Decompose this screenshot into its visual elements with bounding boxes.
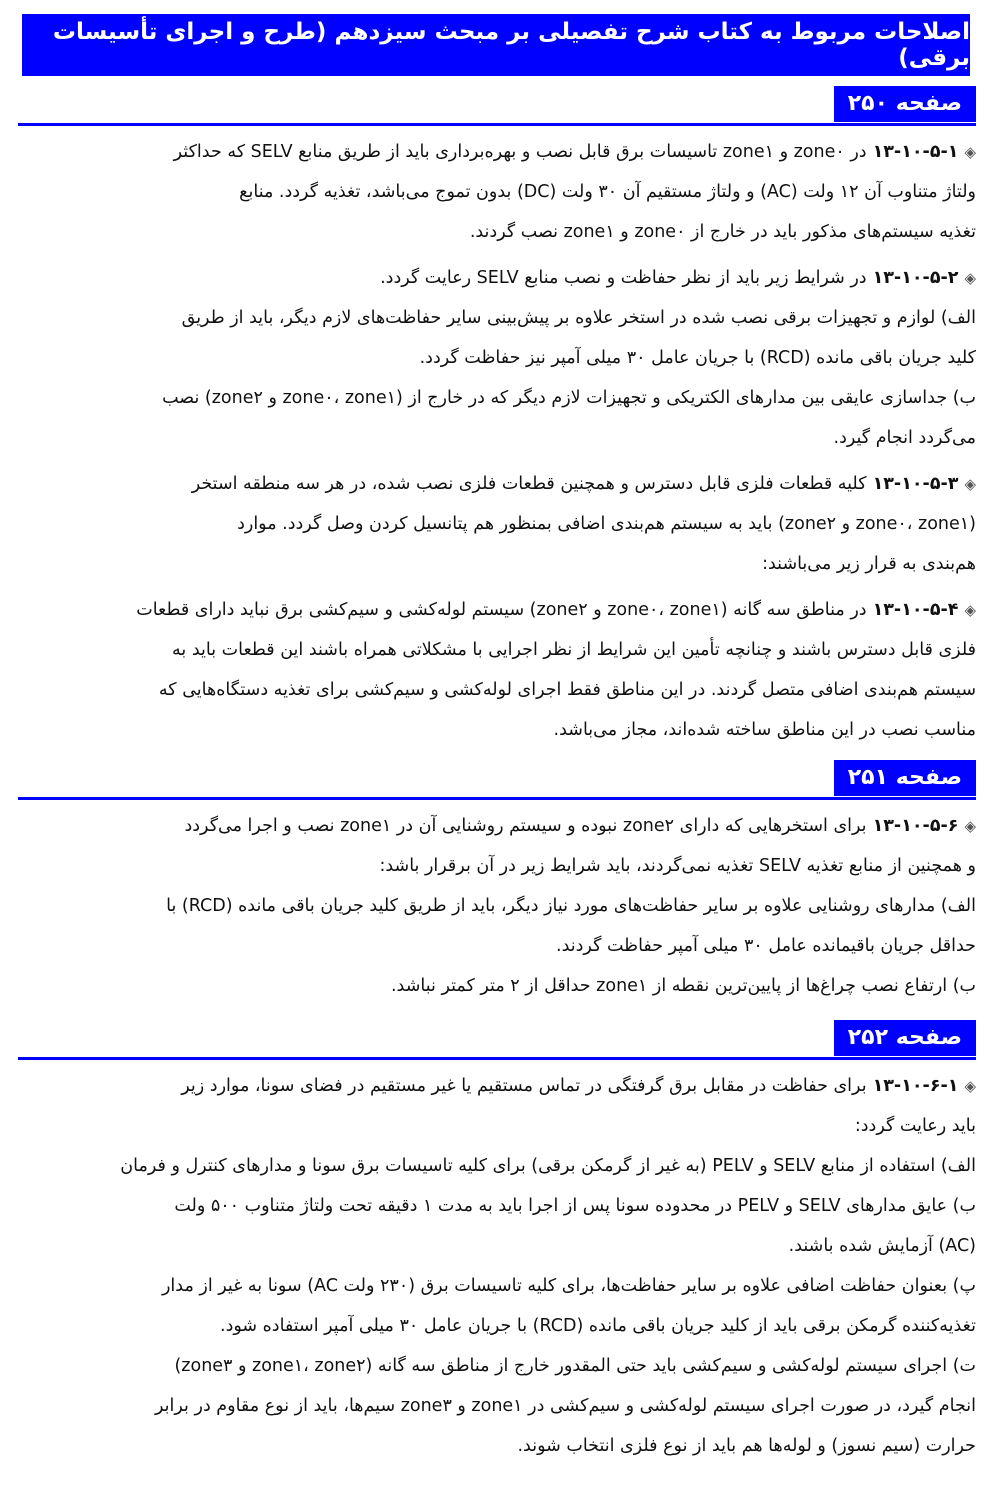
section-divider bbox=[18, 123, 976, 126]
clause-line: الف) مدارهای روشنایی علاوه بر سایر حفاظت‌های مورد نیاز دیگر، باید از طریق کلید جریان باقی مانده (RCD) با bbox=[166, 896, 976, 916]
section-divider bbox=[18, 1057, 976, 1060]
clause-code: ۱۳-۱۰-۶-۱ bbox=[872, 1076, 959, 1096]
clause-line: در مناطق سه گانه (zone۰، zone۱ و zone۲) سیستم لوله‌کشی و سیم‌کشی برق نباید دارای قطعات bbox=[136, 600, 867, 620]
clause-line: مناسب نصب در این مناطق ساخته شده‌اند، مجاز می‌باشد. bbox=[553, 720, 976, 740]
section-label: صفحه ۲۵۲ bbox=[834, 1020, 976, 1056]
clause-line: پ) بعنوان حفاظت اضافی علاوه بر سایر حفاظت‌ها، برای کلیه تاسیسات برق (۲۳۰ ولت AC) سونا به غیر از مدار bbox=[161, 1276, 976, 1296]
section-header bbox=[18, 760, 976, 800]
clause-line: الف) استفاده از منابع SELV و PELV (به غیر از گرمکن برقی) برای کلیه تاسیسات برق سونا و مدارهای کنترل و فرمان bbox=[120, 1156, 976, 1176]
clause-line: (AC) آزمایش شده باشند. bbox=[788, 1236, 976, 1256]
clause-line: سیستم هم‌بندی اضافی متصل گردند. در این مناطق فقط اجرای لوله‌کشی و سیم‌کشی برای تغذیه دستگاه‌هایی که bbox=[158, 680, 976, 700]
clause-code: ۱۳-۱۰-۵-۱ bbox=[872, 142, 959, 162]
section-label: صفحه ۲۵۱ bbox=[834, 760, 976, 796]
section-page-251 bbox=[18, 760, 976, 1006]
clause-line: ب) عایق مدارهای SELV و PELV در محدوده سونا پس از اجرا باید به مدت ۱ دقیقه تحت ولتاژ متناوب ۵۰۰ ولت bbox=[174, 1196, 976, 1216]
clause-line: برای استخرهایی که دارای zone۲ نبوده و سیستم روشنایی آن در zone۱ نصب و اجرا می‌گردد bbox=[184, 816, 867, 836]
diamond-bullet-icon: ◈ bbox=[964, 143, 976, 161]
clause-line: تغذیه سیستم‌های مذکور باید در خارج از zone۰ و zone۱ نصب گردند. bbox=[469, 222, 976, 242]
clause-line: در zone۰ و zone۱ تاسیسات برق قابل نصب و بهره‌برداری باید از طریق منابع SELV که حداکثر bbox=[173, 142, 867, 162]
clause-line: باید رعایت گردد: bbox=[854, 1116, 976, 1136]
diamond-bullet-icon: ◈ bbox=[964, 475, 976, 493]
clause-line: ب) ارتفاع نصب چراغ‌ها از پایین‌ترین نقطه از zone۱ حداقل از ۲ متر کمتر نباشد. bbox=[390, 976, 976, 996]
clause-line: انجام گیرد، در صورت اجرای سیستم لوله‌کشی و سیم‌کشی در zone۱ و zone۳ سیم‌ها، باید از نوع مقاوم در برابر bbox=[155, 1396, 976, 1416]
clause-line: می‌گردد انجام گیرد. bbox=[833, 428, 976, 448]
clause-line: ولتاژ متناوب آن ۱۲ ولت (AC) و ولتاژ مستقیم آن ۳۰ ولت (DC) بدون تموج می‌باشد، تغذیه گردد. منابع bbox=[239, 182, 976, 202]
section-divider bbox=[18, 797, 976, 800]
clause-13-10-6-1 bbox=[18, 1066, 976, 1466]
clause-line: کلید جریان باقی مانده (RCD) با جریان عامل ۳۰ میلی آمپر نیز حفاظت گردد. bbox=[419, 348, 976, 368]
document-title bbox=[22, 14, 970, 76]
clause-13-10-5-4 bbox=[18, 590, 976, 750]
clause-code: ۱۳-۱۰-۵-۴ bbox=[872, 600, 959, 620]
clause-line: الف) لوازم و تجهیزات برقی نصب شده در استخر علاوه بر پیش‌بینی سایر حفاظت‌های لازم دیگر، باید از طریق bbox=[181, 308, 976, 328]
diamond-bullet-icon: ◈ bbox=[964, 1077, 976, 1095]
clause-line: در شرایط زیر باید از نظر حفاظت و نصب منابع SELV رعایت گردد. bbox=[380, 268, 867, 288]
clause-line: هم‌بندی به قرار زیر می‌باشند: bbox=[762, 554, 976, 574]
clause-code: ۱۳-۱۰-۵-۲ bbox=[872, 268, 959, 288]
clause-line: حداقل جریان باقیمانده عامل ۳۰ میلی آمپر حفاظت گردند. bbox=[556, 936, 976, 956]
clause-line: کلیه قطعات فلزی قابل دسترس و همچنین قطعات فلزی نصب شده، در هر سه منطقه استخر bbox=[191, 474, 867, 494]
clause-line: و همچنین از منابع تغذیه SELV تغذیه نمی‌گردند، باید شرایط زیر در آن برقرار باشد: bbox=[379, 856, 976, 876]
clause-line: فلزی قابل دسترس باشند و چنانچه تأمین این شرایط از نظر اجرایی با مشکلاتی همراه باشند این قطعات باید به bbox=[172, 640, 976, 660]
diamond-bullet-icon: ◈ bbox=[964, 601, 976, 619]
clause-line: (zone۰، zone۱ و zone۲) باید به سیستم هم‌بندی اضافی بمنظور هم پتانسیل کردن وصل گردد. موارد bbox=[237, 514, 976, 534]
clause-code: ۱۳-۱۰-۵-۶ bbox=[872, 816, 959, 836]
clause-line: تغذیه‌کننده گرمکن برقی باید از کلید جریان باقی مانده (RCD) با جریان عامل ۳۰ میلی آمپر استفاده شود. bbox=[220, 1316, 976, 1336]
section-header bbox=[18, 1020, 976, 1060]
clause-line: برای حفاظت در مقابل برق گرفتگی در تماس مستقیم یا غیر مستقیم در فضای سونا، موارد زیر bbox=[181, 1076, 867, 1096]
clause-13-10-5-6 bbox=[18, 806, 976, 1006]
clause-line: ت) اجرای سیستم لوله‌کشی و سیم‌کشی باید حتی المقدور خارج از مناطق سه گانه (zone۱، zone۲ و zone۳) bbox=[174, 1356, 976, 1376]
diamond-bullet-icon: ◈ bbox=[964, 817, 976, 835]
document-title-text: اصلاحات مربوط به کتاب شرح تفصیلی بر مبحث سیزدهم (طرح و اجرای تأسیسات برقی) bbox=[52, 19, 970, 71]
clause-13-10-5-1 bbox=[18, 132, 976, 252]
clause-line: حرارت (سیم نسوز) و لوله‌ها هم باید از نوع فلزی انتخاب شوند. bbox=[517, 1436, 976, 1456]
clause-code: ۱۳-۱۰-۵-۳ bbox=[872, 474, 959, 494]
clause-13-10-5-3 bbox=[18, 464, 976, 584]
clause-line: ب) جداسازی عایقی بین مدارهای الکتریکی و تجهیزات لازم دیگر که در خارج از (zone۰، zone۱ و zone۲) نصب bbox=[162, 388, 976, 408]
section-header bbox=[18, 86, 976, 126]
diamond-bullet-icon: ◈ bbox=[964, 269, 976, 287]
section-label: صفحه ۲۵۰ bbox=[834, 86, 976, 122]
section-page-250 bbox=[18, 86, 976, 750]
section-page-252 bbox=[18, 1020, 976, 1466]
clause-13-10-5-2 bbox=[18, 258, 976, 458]
